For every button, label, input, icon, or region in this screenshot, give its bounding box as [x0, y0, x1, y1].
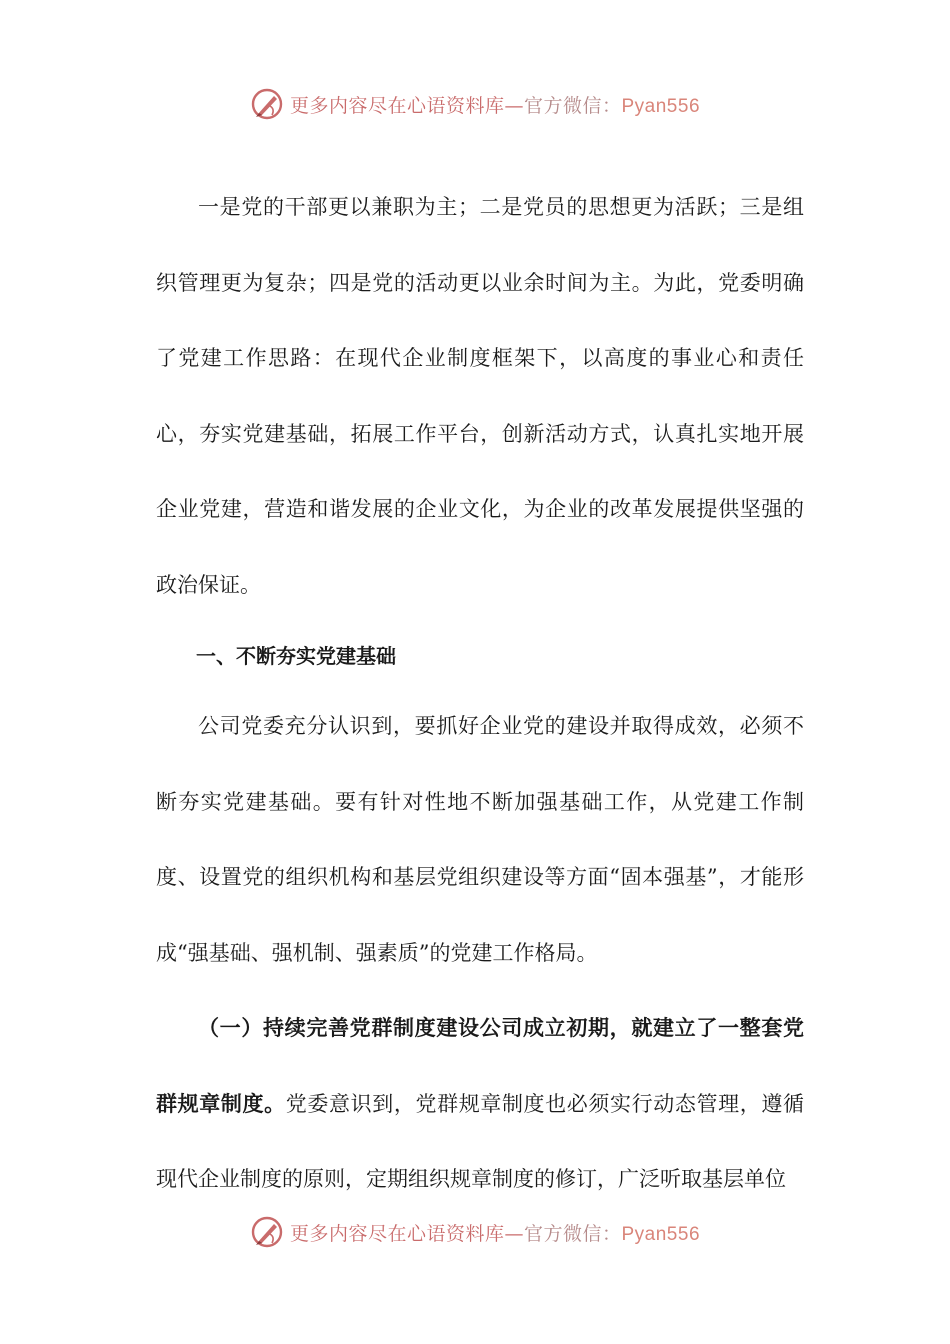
watermark-text: 更多内容尽在心语资料库—官方微信：Pyan556 — [289, 94, 701, 117]
footer-watermark — [0, 1212, 950, 1252]
paragraph-3-text: 党委意识到，党群规章制度也必须实行动态管理，遵循现代企业制度的原则，定期组织规章制度的修订，广泛听取基层单位 — [156, 1091, 805, 1191]
paragraph-1: 一是党的干部更以兼职为主；二是党员的思想更为活跃；三是组织管理更为复杂；四是党的活动更以业余时间为主。为此，党委明确了党建工作思路：在现代企业制度框架下，以高度的事业心和责任心，夯实党建基础，拓展工作平台，创新活动方式，认真扎实地开展企业党建，营造和谐发展的企业文化，为企业的改革发展提供坚强的政治保证。 — [156, 195, 804, 597]
section-heading-1: 一、不断夯实党建基础 — [196, 644, 396, 668]
watermark-text: 更多内容尽在心语资料库—官方微信：Pyan556 — [289, 1222, 701, 1245]
document-body — [156, 170, 804, 1218]
pen-logo-icon — [250, 87, 284, 121]
pen-logo-icon — [250, 1215, 284, 1249]
subheading-1: （一）持续完善党群制度建设公司成立初期，就建立了一整套党群规章制度。 — [156, 1016, 804, 1116]
paragraph-3 — [156, 991, 804, 1218]
header-watermark — [0, 84, 950, 124]
paragraph-2: 公司党委充分认识到，要抓好企业党的建设并取得成效，必须不断夯实党建基础。要有针对性地不断加强基础工作，从党建工作制度、设置党的组织机构和基层党组织建设等方面“固本强基”，才能形成“强基础、强机制、强素质”的党建工作格局。 — [156, 714, 804, 965]
